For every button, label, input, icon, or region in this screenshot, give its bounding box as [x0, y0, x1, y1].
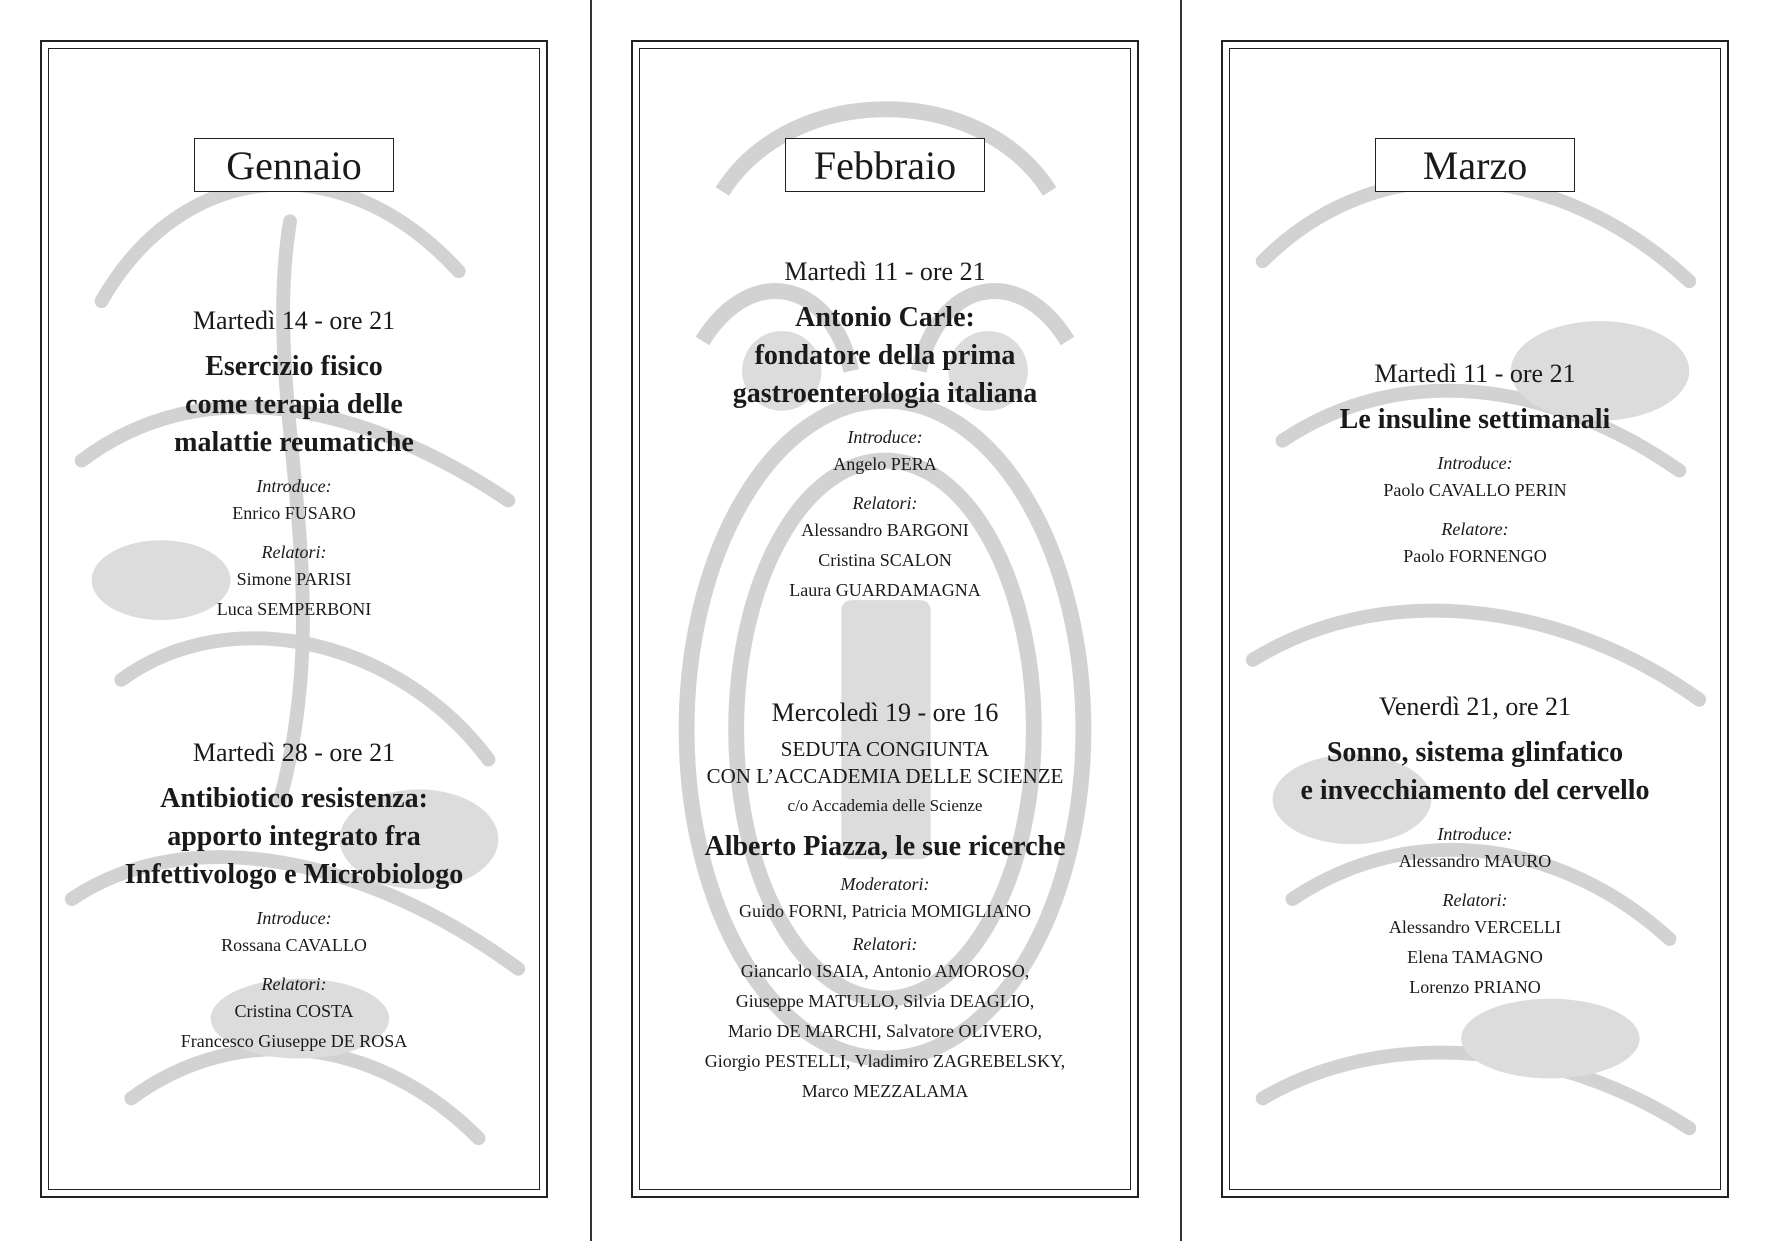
relatori-line: Giancarlo ISAIA, Antonio AMOROSO, [740, 961, 1030, 981]
event-title [633, 828, 1137, 866]
introduce-label: Introduce: [1437, 824, 1513, 844]
relatori-line: Giuseppe MATULLO, Silvia DEAGLIO, [735, 991, 1035, 1011]
title-line: gastroenterologia italiana [732, 378, 1038, 409]
relatore-name: Lorenzo PRIANO [1409, 977, 1541, 997]
introduce-name: Enrico FUSARO [232, 503, 356, 523]
relatori-line: Giorgio PESTELLI, Vladimiro ZAGREBELSKY, [704, 1051, 1066, 1071]
fold-line-right [1180, 0, 1182, 1241]
relatore-name: Cristina COSTA [234, 1001, 354, 1021]
event-date: Martedì 11 - ore 21 [1374, 359, 1576, 388]
relatori-label: Relatori: [1442, 890, 1508, 910]
title-line: Alberto Piazza, le sue ricerche [704, 831, 1066, 862]
relatore-name: Alessandro VERCELLI [1388, 917, 1562, 937]
relatore-name: Elena TAMAGNO [1407, 947, 1543, 967]
introduce-name: Angelo PERA [833, 454, 937, 474]
title-line: Le insuline settimanali [1339, 404, 1611, 435]
title-line: apporto integrato fra [167, 821, 421, 852]
event-2 [42, 736, 546, 1056]
title-line: Infettivologo e Microbiologo [124, 859, 464, 890]
subtitle-line: SEDUTA CONGIUNTA [780, 737, 990, 761]
relatore-name: Paolo FORNENGO [1403, 546, 1547, 566]
relatori-label: Relatori: [261, 542, 327, 562]
introduce-name: Rossana CAVALLO [221, 935, 367, 955]
event-title [633, 299, 1137, 413]
introduce-label: Introduce: [847, 427, 923, 447]
relatore-name: Laura GUARDAMAGNA [789, 580, 981, 600]
relatori-label: Relatori: [852, 493, 918, 513]
title-line: e invecchiamento del cervello [1300, 775, 1650, 806]
event-2 [1223, 690, 1727, 1002]
relatori-label: Relatori: [261, 974, 327, 994]
event-1 [633, 255, 1137, 605]
title-line: fondatore della prima [754, 340, 1016, 371]
event-title [42, 348, 546, 462]
event-title [1223, 401, 1727, 439]
fold-line-left [590, 0, 592, 1241]
relatori-label: Relatori: [852, 934, 918, 954]
title-line: Esercizio fisico [205, 351, 383, 382]
relatore-name: Cristina SCALON [818, 550, 952, 570]
moderatori-names: Guido FORNI, Patricia MOMIGLIANO [739, 901, 1031, 921]
event-subtitle [633, 736, 1137, 790]
event-2 [633, 696, 1137, 1106]
event-date: Venerdì 21, ore 21 [1378, 692, 1572, 721]
relatore-name: Alessandro BARGONI [801, 520, 969, 540]
month-title: Gennaio [194, 138, 394, 192]
title-line: Antonio Carle: [795, 302, 975, 333]
event-title [42, 780, 546, 894]
introduce-label: Introduce: [1437, 453, 1513, 473]
relatore-label: Relatore: [1441, 519, 1509, 539]
relatore-name: Luca SEMPERBONI [216, 599, 372, 619]
panel-gennaio [40, 40, 548, 1198]
event-1 [1223, 357, 1727, 571]
title-line: come terapia delle [185, 389, 403, 420]
event-date: Martedì 28 - ore 21 [192, 738, 396, 767]
introduce-name: Alessandro MAURO [1398, 851, 1552, 871]
month-title: Marzo [1375, 138, 1575, 192]
title-line: Antibiotico resistenza: [160, 783, 428, 814]
introduce-name: Paolo CAVALLO PERIN [1383, 480, 1567, 500]
title-line: malattie reumatiche [174, 427, 414, 458]
subtitle-line: CON L’ACCADEMIA DELLE SCIENZE [706, 764, 1064, 788]
month-title: Febbraio [785, 138, 985, 192]
title-line: Sonno, sistema glinfatico [1326, 737, 1624, 768]
panel-febbraio [631, 40, 1139, 1198]
event-title [1223, 734, 1727, 810]
panel-marzo [1221, 40, 1729, 1198]
relatore-name: Francesco Giuseppe DE ROSA [180, 1031, 408, 1051]
event-date: Martedì 11 - ore 21 [784, 257, 986, 286]
event-1 [42, 304, 546, 624]
moderatori-label: Moderatori: [840, 874, 930, 894]
relatore-name: Simone PARISI [236, 569, 352, 589]
event-date: Mercoledì 19 - ore 16 [771, 698, 999, 727]
introduce-label: Introduce: [256, 476, 332, 496]
introduce-label: Introduce: [256, 908, 332, 928]
event-date: Martedì 14 - ore 21 [192, 306, 396, 335]
relatori-line: Marco MEZZALAMA [801, 1081, 969, 1101]
event-location: c/o Accademia delle Scienze [787, 796, 983, 815]
relatori-line: Mario DE MARCHI, Salvatore OLIVERO, [728, 1021, 1042, 1041]
